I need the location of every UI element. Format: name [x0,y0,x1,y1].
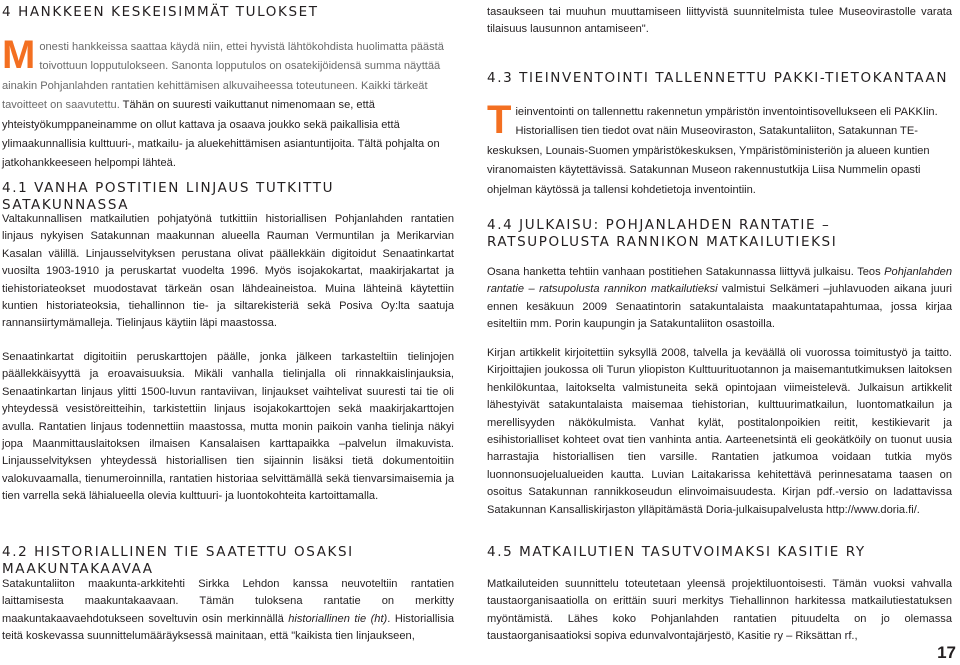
p44a-italic: Pohjanlahden rantatie – ratsupolusta rannikon matkailutieksi [487,266,952,296]
section-heading-4-2: 4.2 HISTORIALLINEN TIE SAATETTU OSAKSI MAAKUNTAKAAVAA [2,544,354,577]
p44a-text-1: Osana hanketta tehtiin vanhaan postitiehen Satakunnassa liittyvä julkaisu. Teos [487,266,885,278]
section-heading-4-3: 4.3 TIEINVENTOINTI TALLENNETTU PAKKI-TIETOKANTAAN [487,70,949,86]
paragraph-4-3: ieinventointi on tallennettu rakennetun ympäristön inventointisovellukseen eli PAKKIin. Historiallisen tien tiedot ovat näin Museoviraston, Satakuntaliiton, Satakunnan TE-keskuksen, Lounais-Suomen ympäristökeskuksen, Ympäristöministeriön ja alueen kuntien viranomaisten käytettävissä. Satakunnan Museon rakennustutkija Liisa Nummelin opasti ohjelman käytössä ja tallensi kohdetietoja inventointiin. [487,106,938,196]
paragraph-4-4-a [487,264,952,334]
paragraph-4-4-b: Kirjan artikkelit kirjoitettiin syksyllä 2008, talvella ja keväällä oli vuorossa toimitustyö ja taitto. Kirjoittajien joukossa oli Turun yliopiston Kulttuurituotannon ja maisemantutkimuksen laitoksen henkilökuntaa, laitokselta valmistuneita sekä opintojaan viimeistelevä. Julkaisun artikkelit lähestyivät satakuntalaista maisemaa tiehistorian, kulttuurimatkailun, luontomatkailun ja merellisyyden näkökulmista. Vanhat kylät, postitalonpoikien reitit, kestikievarit ja esihistorialliset kohteet ovat tien vanhinta antia. Aarteenetsintä eli geokätköily on tuonut uusia harrastajia historiallisen tien varsille. Rantatien jatkumoa voidaan tutkia myös luonnonsuojelualueiden kautta. Luvian Laitakarissa kehitettävä perinnesatama taasen on osoitus Satakunnan rannikkoseudun elinvoimaisuudesta. Kirjan pdf.-versio on ladattavissa Satakunnan Kansalliskirjaston ylläpitämästä Doria-julkaisupalvelusta http://www.doria.fi/. [487,347,952,516]
paragraph-4-5: Matkailuteiden suunnittelu toteutetaan yleensä projektiluontoisesti. Tämän vuoksi vahvalla taustaorganisaatiolla on erittäin suuri merkitys Tiehallinnon harkitessa matkailutiestatuksen myöntämistä. Lähes koko Pohjanlahden rantatien pituudelta on jo olemassa taustaorganisaatioksi sopiva edunvalvontajärjestö, Kasitie ry – Riksättan rf., [487,578,952,643]
paragraph-4-2 [2,576,454,646]
section-heading-4-4: 4.4 JULKAISU: POHJANLAHDEN RANTATIE – RATSUPOLUSTA RANNIKON MATKAILUTIEKSI [487,217,838,250]
intro-paragraph [2,33,444,170]
p44a-text-2: valmistui Selkämeri –juhlavuoden aikana juuri ennen kesäkuun 2009 Senaatintorin satakuntalaista maakuntatapahtumaa, jossa kirjaa esiteltiin mm. Porin kaupungin ja Satakuntaliiton osastoilla. [487,283,952,331]
p42-text-1: Satakuntaliiton maakunta-arkkitehti Sirkka Lehdon kanssa neuvoteltiin rantatien laittamisesta maakuntakaavaan. Tämän tuloksena rantatie on merkitty maakuntakaavaehdotukseen soveltuvin osin merkinnällä [2,578,454,625]
intro-block [2,33,454,173]
page-number: 17 [937,643,956,662]
paragraph-4-1-a: Valtakunnallisen matkailutien pohjatyönä tutkittiin historiallisen Pohjanlahden rantatien linjaus nykyisen Satakunnan maakunnan alueella Rauman Vermuntilan ja Merikarvian Kasalan välillä. Linjausselvityksen perustana olivat päällekkäin digitoidut Senaatinkartat vuosilta 1903-1910 ja peruskartat vuodelta 1996. Myös isojakokartat, maakirjakartat ja tiehistoriateokset muodostavat tärkeän osan lähdeaineistoa. Muina lähteinä käytettiin kuntien historiateoksia, tiehallinnon tie- ja siltarekisteriä sekä Posiva Oy:lta saatuja rannansiirtymämalleja. Tielinjaus käytiin läpi maastossa. [2,213,454,330]
intro-lead: onesti hankkeissa saattaa käydä niin, ettei hyvistä lähtökohdista huolimatta päästä toivottuun lopputulokseen. Sanonta lopputulos on osatekijöidensä summa näyttää ainakin Pohjanlahden rantatien kehittämisen alkuvaiheessa toteutuneen. Kaikki tärkeät tavoitteet on saavutettu. [2,41,444,112]
drop-cap: M [2,33,36,77]
block-4-3 [487,98,952,199]
section-heading-4-5: 4.5 MATKAILUTIEN TASUTVOIMAKSI KASITIE RY [487,544,866,560]
intro-rest: Tähän on suuresti vaikuttanut nimenomaan se, että yhteistyökumppaneinamme on ollut kattava ja osaava joukko sekä paikallisia että ylimaakunnallisia kulttuuri-, matkailu- ja aluekehittämisen asiantuntijoita. Tältä pohjalta on jatkohankkeeseen helpompi lähteä. [2,99,440,170]
p42-italic: historiallinen tie (ht) [288,612,388,625]
p42-text-2: . Historiallisia teitä koskevassa suunnittelumääräyksessä mainitaan, että "kaikista tien linjaukseen, [2,612,455,643]
section-heading-4: 4 HANKKEEN KESKEISIMMÄT TULOKSET [2,4,319,20]
continued-paragraph: tasaukseen tai muuhun muuttamiseen liittyvistä suunnitelmista tulee Museovirastolle varata tilaisuus lausunnon antamiseen". [487,6,952,36]
paragraph-4-1-b: Senaatinkartat digitoitiin peruskarttojen päälle, jonka jälkeen tarkasteltiin tielinjojen päällekkäisyyttä ja eroavaisuuksia. Mikäli vanhalla tielinjalla oli rinnakkaislinjauksia, Senaatinkartan linjaus ylitti 1500-luvun rantaviivan, linjaukset vaihtelivat suuresti tai tie oli yhteydessä vesistöreitteihin, tarkistettiin linjaus isojakokarttojen sekä maakirjakarttojen avulla. Rantatien linjaus todennettiin maastossa, mutta monin paikoin vanha tielinja näkyi jopa Maanmittauslaitoksen ilmaisen Kansalaisen karttapaikka –palvelun ilmakuvista. Linjausselvityksen yhteydessä historiallisen tien sijainnin lisäksi tietä dokumentoitiin valokuvaamalla, tienumeroinnilla, rantatien historiaa selvittämällä sekä tienvarsimaisemia ja tien varrella sekä lähialueella olevia kulttuuri- ja luontokohteita kartoittamalla. [2,351,454,503]
section-heading-4-1: 4.1 VANHA POSTITIEN LINJAUS TUTKITTU SATAKUNNASSA [2,180,335,213]
drop-cap-t: T [487,98,512,142]
